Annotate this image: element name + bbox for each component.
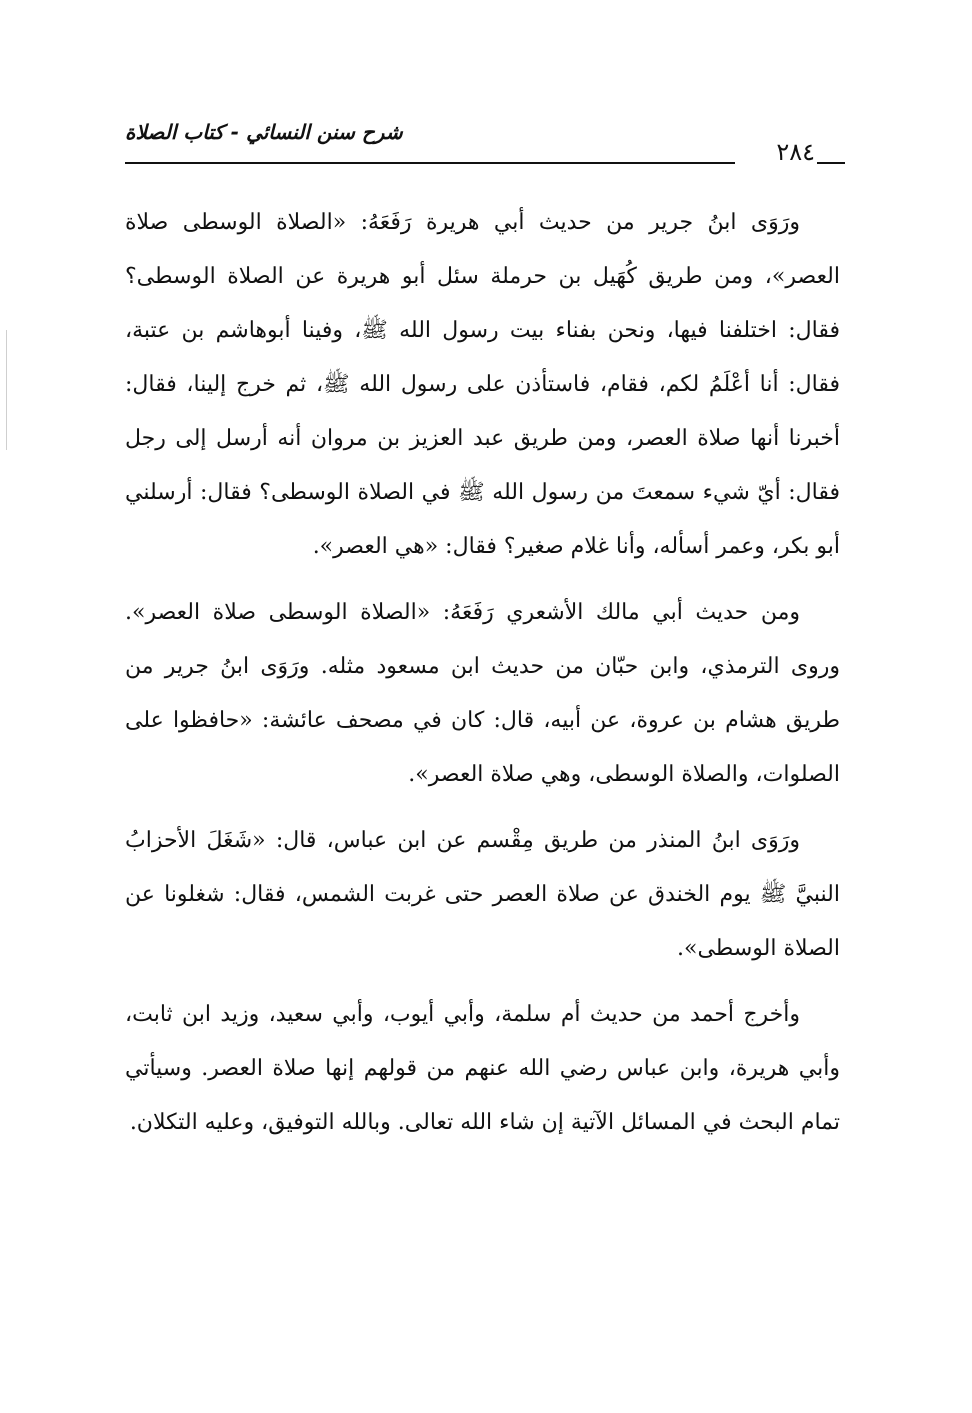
paragraph-3: ورَوَى ابنُ المنذر من طريق مِقْسم عن ابن عباس، قال: «شَغَلَ الأحزابُ النبيَّ ﷺ يوم الخندق عن صلاة العصر حتى غربت الشمس، فقال: شغلونا عن الصلاة الوسطى». [125,828,840,961]
running-title: شرح سنن النسائي - كتاب الصلاة [125,120,403,144]
paragraph-2: ومن حديث أبي مالك الأشعري رَفَعَهُ: «الصلاة الوسطى صلاة العصر». وروى الترمذي، وابن حبّان من حديث ابن مسعود مثله. ورَوَى ابنُ جرير من طريق هشام بن عروة، عن أبيه، قال: كان في مصحف عائشة: «حافظوا على الصلوات، والصلاة الوسطى، وهي صلاة العصر». [125,600,840,787]
header-rule-long [125,162,735,164]
paragraph-4: وأخرج أحمد من حديث أم سلمة، وأبي أيوب، وأبي سعيد، وزيد ابن ثابت، وأبي هريرة، وابن عباس رضي الله عنهم من قولهم إنها صلاة العصر. وسيأتي تمام البحث في المسائل الآتية إن شاء الله تعالى. وبالله التوفيق، وعليه التكلان. [125,1002,840,1135]
page-body [125,196,840,1306]
header-rule-short [817,162,845,164]
page-number: ٢٨٤ [776,138,815,166]
page-header [125,118,845,166]
scan-margin-mark [6,330,7,450]
paragraph-1: ورَوَى ابنُ جرير من حديث أبي هريرة رَفَعَهُ: «الصلاة الوسطى صلاة العصر»، ومن طريق كُهَيل بن حرملة سئل أبو هريرة عن الصلاة الوسطى؟ فقال: اختلفنا فيها، ونحن بفناء بيت رسول الله ﷺ، وفينا أبوهاشم بن عتبة، فقال: أنا أعْلَمُ لكم، فقام، فاستأذن على رسول الله ﷺ، ثم خرج إلينا، فقال: أخبرنا أنها صلاة العصر، ومن طريق عبد العزيز بن مروان أنه أرسل إلى رجل فقال: أيّ شيء سمعتَ من رسول الله ﷺ في الصلاة الوسطى؟ فقال: أرسلني أبو بكر، وعمر أسأله، وأنا غلام صغير؟ فقال: «هي العصر». [125,210,840,559]
